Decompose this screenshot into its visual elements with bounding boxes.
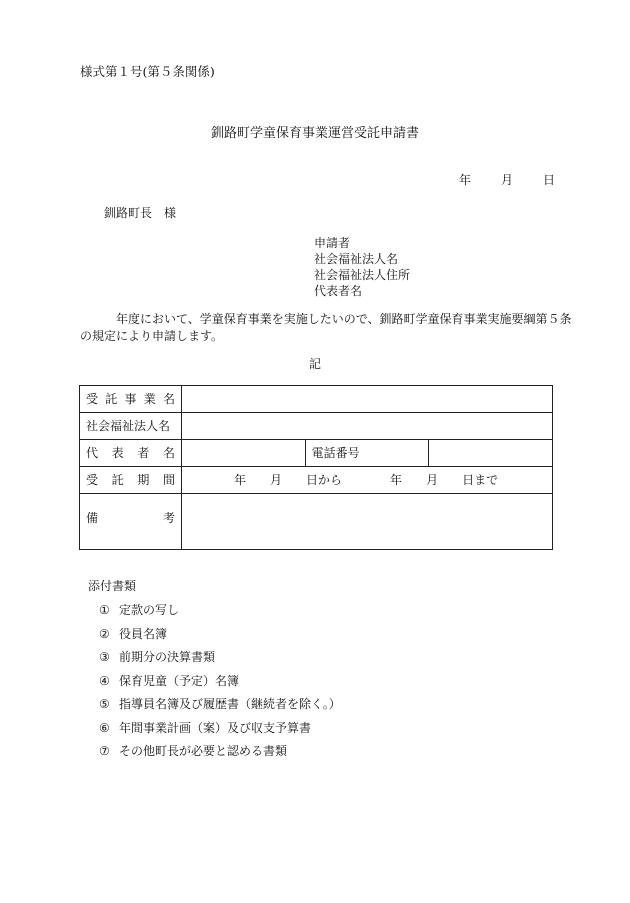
- attachment-text: 前期分の決算書類: [119, 650, 216, 664]
- label-phone: 電話番号: [305, 440, 429, 467]
- field-commission-name[interactable]: [182, 386, 553, 413]
- attachment-text: 指導員名簿及び履歴書（継続者を除く。）: [119, 697, 341, 711]
- date-month: 月: [501, 173, 514, 187]
- list-item: [99, 603, 341, 627]
- attachment-number: ⑤: [99, 697, 110, 711]
- table-row: [80, 467, 553, 494]
- applicant-block: [314, 235, 410, 299]
- field-representative[interactable]: [182, 440, 306, 467]
- field-corp-name[interactable]: [182, 413, 553, 440]
- field-remarks[interactable]: [182, 494, 553, 550]
- period-start-day: 日から: [306, 473, 343, 487]
- applicant-corp-name: 社会福祉法人名: [314, 252, 399, 266]
- field-period[interactable]: [182, 467, 553, 494]
- period-end-day: 日まで: [462, 473, 499, 487]
- attachment-text: 定款の写し: [119, 603, 180, 617]
- date-day: 日: [543, 173, 556, 187]
- applicant-label: 申請者: [314, 236, 351, 250]
- period-start-month: 月: [270, 473, 283, 487]
- attachment-number: ②: [99, 626, 110, 641]
- body-text: 年度において、学童保育事業を実施したいので、釧路町学童保育事業実施要綱第５条の規定により申請します。: [80, 312, 572, 343]
- label-commission-name: [80, 386, 182, 413]
- list-item: [99, 697, 341, 721]
- table-row: [80, 413, 553, 440]
- application-table: [79, 385, 553, 550]
- period-line: [188, 474, 546, 486]
- attachment-number: ④: [99, 673, 110, 688]
- label-text: 受 託 期 間: [86, 473, 175, 487]
- date-line: [459, 174, 555, 186]
- period-start-year: 年: [234, 473, 247, 487]
- ki-heading: 記: [308, 357, 321, 371]
- label-remarks-a: 備: [86, 511, 99, 525]
- period-end-year: 年: [390, 473, 403, 487]
- applicant-representative: 代表者名: [314, 284, 363, 298]
- label-text: 受 託 事 業 名: [86, 392, 175, 406]
- list-item: [99, 674, 341, 698]
- label-remarks-b: 考: [162, 511, 175, 525]
- attachment-number: ①: [99, 603, 110, 617]
- list-item: [99, 721, 341, 745]
- label-spread: [86, 393, 175, 405]
- table-row: [80, 494, 553, 550]
- attachment-number: ⑥: [99, 720, 110, 735]
- attachment-text: 年間事業計画（案）及び収支予算書: [119, 720, 312, 735]
- date-year: 年: [459, 173, 472, 187]
- table-row: [80, 440, 553, 467]
- attachment-text: 役員名簿: [119, 626, 168, 641]
- attachments-heading: 添付書類: [88, 579, 137, 593]
- addressee: 釧路町長 様: [104, 206, 177, 220]
- label-corp-name: 社会福祉法人名: [80, 413, 182, 440]
- field-phone[interactable]: [429, 440, 553, 467]
- table-row: [80, 386, 553, 413]
- label-spread: [86, 512, 175, 524]
- form-number: 様式第１号(第５条関係): [80, 64, 215, 79]
- list-item: [99, 744, 341, 768]
- attachment-number: ⑦: [99, 744, 110, 758]
- label-remarks: [80, 494, 182, 550]
- list-item: [99, 627, 341, 651]
- period-end-month: 月: [426, 473, 439, 487]
- attachment-number: ③: [99, 650, 110, 664]
- label-representative: [80, 440, 182, 467]
- label-period: [80, 467, 182, 494]
- applicant-corp-address: 社会福祉法人住所: [314, 268, 411, 282]
- attachments-list: [99, 603, 341, 768]
- attachment-text: その他町長が必要と認める書類: [119, 744, 288, 758]
- document-title: 釧路町学童保育事業運営受託申請書: [210, 126, 419, 141]
- attachment-text: 保育児童（予定）名簿: [119, 673, 240, 688]
- label-text: 代 表 者 名: [86, 446, 175, 460]
- list-item: [99, 650, 341, 674]
